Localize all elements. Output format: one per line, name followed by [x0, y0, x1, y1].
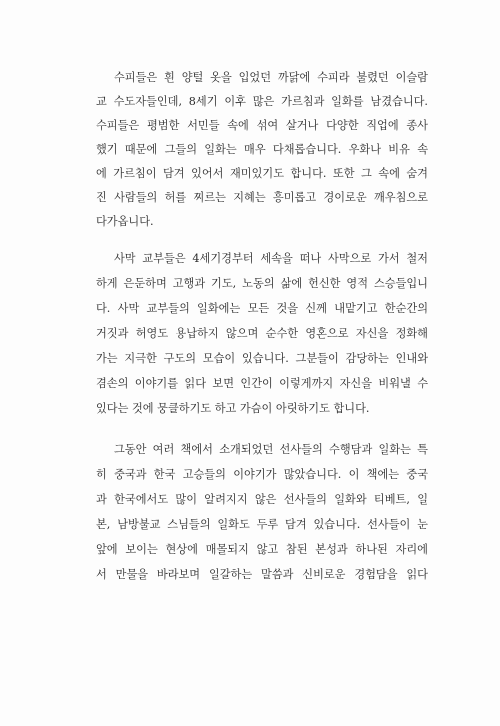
text-line: 수피들은 평범한 서민들 속에 섞여 살거나 다양한 직업에 종사 [96, 119, 428, 132]
text-line: 과 한국에서도 많이 알려지지 않은 선사들의 일화와 티베트, 일 [96, 493, 428, 506]
text-line: 거짓과 허영도 용납하지 않으며 순수한 영혼으로 자신을 정화해 [96, 327, 428, 340]
text-line: 본, 남방불교 스님들의 일화도 두루 담겨 있습니다. 선사들이 눈 [96, 518, 428, 531]
text-line: 에 가르침이 담겨 있어서 재미있기도 합니다. 또한 그 속에 숨겨 [96, 167, 428, 180]
text-line: 진 사람들의 허를 찌르는 지혜는 흥미롭고 경이로운 깨우침으로 [96, 191, 428, 204]
text-line: 교 수도자들인데, 8세기 이후 많은 가르침과 일화를 남겼습니다. [96, 95, 428, 108]
text-line: 그동안 여러 책에서 소개되었던 선사들의 수행담과 일화는 특 [114, 443, 428, 456]
text-line: 겸손의 이야기를 읽다 보면 인간이 이렇게까지 자신을 비워낼 수 [96, 377, 428, 390]
text-line: 다. 사막 교부들의 일화에는 모든 것을 신께 내맡기고 한순간의 [96, 302, 428, 315]
text-line: 서 만물을 바라보며 일갈하는 말씀과 신비로운 경험담을 읽다 [96, 568, 428, 581]
text-line: 다가옵니다. [96, 215, 154, 228]
text-line: 앞에 보이는 현상에 매몰되지 않고 참된 본성과 하나된 자리에 [96, 543, 428, 556]
text-line: 하게 은둔하며 고행과 기도, 노동의 삶에 헌신한 영적 스승들입니 [96, 277, 428, 290]
text-line: 수피들은 흰 양털 옷을 입었던 까닭에 수피라 불렸던 이슬람 [114, 71, 428, 84]
text-line: 있다는 것에 뭉클하기도 하고 가슴이 아릿하기도 합니다. [96, 402, 370, 415]
text-line: 히 중국과 한국 고승들의 이야기가 많았습니다. 이 책에는 중국 [96, 468, 428, 481]
text-line: 가는 지극한 구도의 모습이 있습니다. 그분들이 감당하는 인내와 [96, 352, 428, 365]
text-line: 사막 교부들은 4세기경부터 세속을 떠나 사막으로 가서 철저 [114, 252, 428, 265]
text-line: 했기 때문에 그들의 일화는 매우 다채롭습니다. 우화나 비유 속 [96, 143, 428, 156]
